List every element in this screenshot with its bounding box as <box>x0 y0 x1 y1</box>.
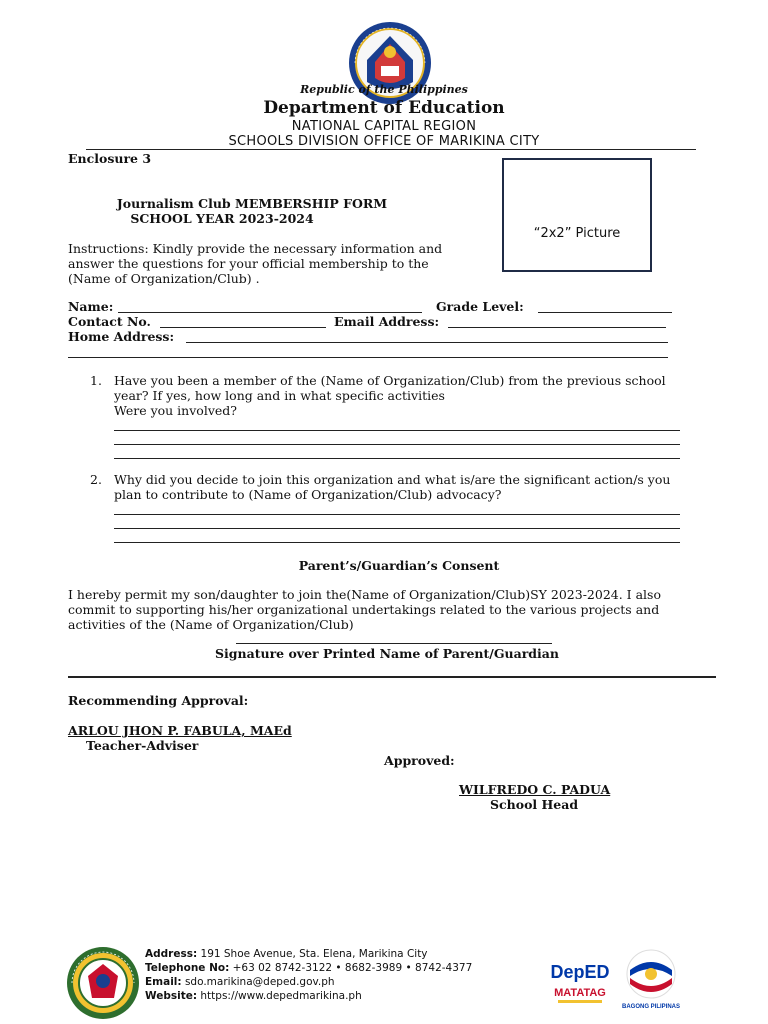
instruction-line: (Name of Organization/Club) . <box>68 271 260 286</box>
contact-label: Contact No. <box>68 314 151 329</box>
header-divider <box>86 149 696 150</box>
photo-label: “2x2” Picture <box>533 226 621 241</box>
bagong-pilipinas-logo <box>620 946 682 1014</box>
republic-heading: Republic of the Philippines <box>300 83 468 96</box>
school-year: SCHOOL YEAR 2023-2024 <box>130 211 314 226</box>
instruction-line: answer the questions for your official membership to the <box>68 256 429 271</box>
adviser-name: ARLOU JHON P. FABULA, MAEd <box>68 723 292 738</box>
email-field[interactable] <box>448 327 666 328</box>
footer-website <box>145 990 362 1003</box>
question-text: Have you been a member of the (Name of Organization/Club) from the previous school <box>114 373 666 388</box>
question-text: plan to contribute to (Name of Organization/Club) advocacy? <box>114 487 502 502</box>
email-label: Email Address: <box>334 314 440 329</box>
deped-logo-text: DepED <box>550 962 610 982</box>
sdo-marikina-seal-icon <box>66 946 140 1020</box>
approved-label: Approved: <box>384 753 455 768</box>
question-text: Why did you decide to join this organization and what is/are the significant action/s you <box>114 472 671 487</box>
consent-line: I hereby permit my son/daughter to join the(Name of Organization/Club)SY 2023-2024. I also <box>68 587 661 602</box>
footer-label: Website: <box>145 990 198 1002</box>
footer-label: Email: <box>145 976 182 988</box>
consent-heading: Parent’s/Guardian’s Consent <box>298 558 500 573</box>
footer-email-link[interactable]: sdo.marikina@deped.gov.ph <box>184 976 335 988</box>
head-name: WILFREDO C. PADUA <box>459 782 611 797</box>
answer-line[interactable] <box>114 514 680 515</box>
answer-line[interactable] <box>114 542 680 543</box>
photo-box <box>502 158 652 272</box>
signature-label: Signature over Printed Name of Parent/Guardian <box>215 646 559 661</box>
footer-phone <box>145 962 472 975</box>
footer-value: +63 02 8742-3122 • 8682-3989 • 8742-4377 <box>232 962 473 974</box>
question-number: 2. <box>90 472 102 487</box>
question-text: Were you involved? <box>114 403 237 418</box>
question-text: year? If yes, how long and in what specific activities <box>114 388 445 403</box>
consent-text <box>68 587 728 632</box>
question-number: 1. <box>90 373 102 388</box>
answer-line[interactable] <box>114 458 680 459</box>
matatag-logo-text: MATATAG <box>554 987 606 999</box>
footer-email <box>145 976 335 989</box>
footer-label: Address: <box>145 948 198 960</box>
department-heading: Department of Education <box>263 98 505 118</box>
consent-line: activities of the (Name of Organization/Club) <box>68 617 354 632</box>
answer-line[interactable] <box>114 444 680 445</box>
contact-field[interactable] <box>160 327 326 328</box>
recommending-label: Recommending Approval: <box>68 693 249 708</box>
answer-line[interactable] <box>114 528 680 529</box>
instruction-line: Instructions: Kindly provide the necessary information and <box>68 241 443 256</box>
instructions <box>68 241 488 286</box>
head-title: School Head <box>490 797 579 812</box>
question-1 <box>90 373 720 418</box>
address-field-line-2[interactable] <box>68 357 668 358</box>
bagong-pilipinas-text: BAGONG PILIPINAS <box>621 1004 681 1010</box>
footer-website-link[interactable]: https://www.depedmarikina.ph <box>200 990 362 1002</box>
address-label: Home Address: <box>68 329 175 344</box>
answer-line[interactable] <box>114 430 680 431</box>
form-title: Journalism Club MEMBERSHIP FORM <box>116 196 388 211</box>
signature-line[interactable] <box>236 643 552 644</box>
grade-field[interactable] <box>538 312 672 313</box>
deped-matatag-logo <box>548 950 612 1012</box>
region-heading: NATIONAL CAPITAL REGION <box>291 119 477 134</box>
consent-line: commit to supporting his/her organizational undertakings related to the various projects and <box>68 602 660 617</box>
division-heading: SCHOOLS DIVISION OFFICE OF MARIKINA CITY <box>228 134 540 149</box>
adviser-title: Teacher-Adviser <box>86 738 199 753</box>
footer-label: Telephone No: <box>145 962 230 974</box>
footer-value: 191 Shoe Avenue, Sta. Elena, Marikina City <box>200 948 428 960</box>
footer-address <box>145 948 428 961</box>
name-field[interactable] <box>118 312 422 313</box>
question-2 <box>90 472 730 502</box>
address-field[interactable] <box>186 342 668 343</box>
grade-label: Grade Level: <box>436 299 524 314</box>
enclosure-label: Enclosure 3 <box>68 151 152 166</box>
section-divider <box>68 676 716 678</box>
name-label: Name: <box>68 299 114 314</box>
